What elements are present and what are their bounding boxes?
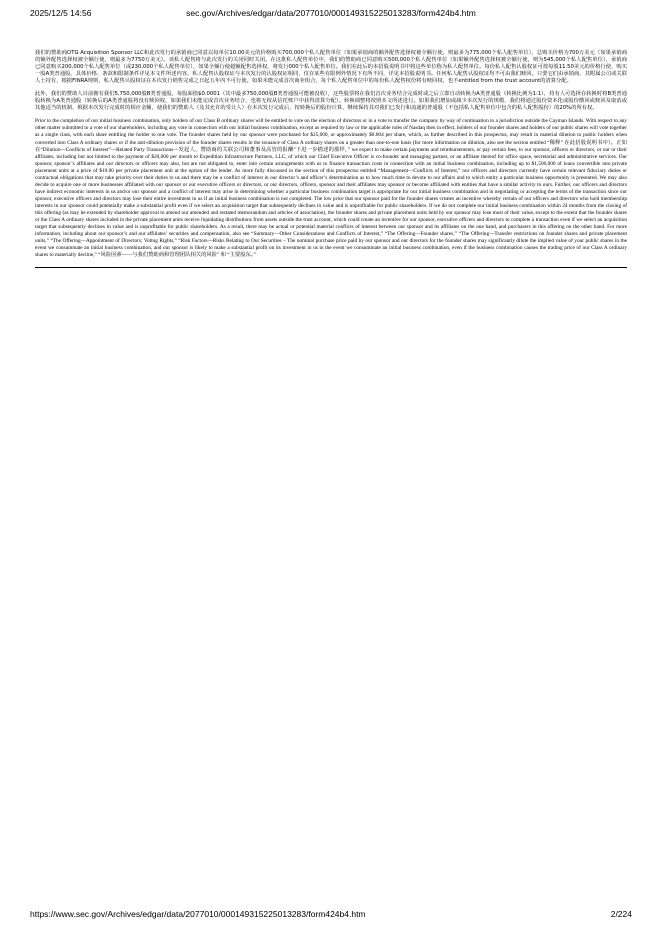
print-footer-url-link[interactable]: https://www.sec.gov/Archives/edgar/data/2077010/000149315225013283/form424b4.htm [30, 909, 366, 919]
horizontal-rule [35, 267, 627, 268]
paragraph-founder-shares-cn: 此外，我们的赞助人目前拥有我们5,750,000股B类普通股，每股面值$0.0001（其中最多750,000股B类普通股可能被没收），这些股票将在我们首次业务结合完成时或之后立即自动转换为A类普通股（转换比例为1:1），持有人可选择在转换时将B类普通股转换为A类普通股（转换后的A类普通股将没有赎回权，如果我们未能完成首次业务结合，也将无权从信托账户中获得清算分配）。转换调整将按照本文所述进行。如果我们增加或减少本次发行的规模，我们将通过股份资本化或股份缴回或赎回及取消或其他适当的机制，根据本次发行完成时的相应金额，使我们的赞助人（及其允许的受让人）在本次发行完成后，按转换后的股份计算，继续保持其对我们已发行和流通的普通股（不包括私人配售单位中包含的私人配售股份）的20%的所有权。 [35, 91, 627, 112]
print-timestamp: 2025/12/5 14:56 [30, 8, 92, 18]
paragraph-voting-conflicts: Prior to the completion of our initial business combination, only holders of our Class B ordinary shares will be entitled to vote on the election of directors or in a vote to transfer the company by way of continuation to a jurisdiction outside the Cayman Islands. With respect to any other matter submitted to a vote of our shareholders, including any vote in connection with our initial business combination, except as required by law or the applicable rules of Nasdaq then in effect, holders of our founder shares and holders of our public shares will vote together as a single class, with each share entitling the holder to one vote. The founder shares held by our sponsor were purchased for $25,000, or approximately $0.004 per share, which, as further described in this prospectus, may result in material dilution to public holders when converted into Class A ordinary shares or if the anti-dilution provision of the founder shares results in the issuance of Class A ordinary shares on a greater than one-to-one basis (for more information on dilution, also see the section entitled “稀释” 在此招股说明书中）。正如在“Dilution—Conflicts of Interest”—Related Party Transactions—发起人、赞助商的关联公司和董事及高管的报酬”下进一步描述的那样，” we expect to make certain payments and reimbursements, or pay certain fees, to our sponsor, officers or directors, or our or their affiliates, including but not limited to the payment of $20,000 per month to Expedition Infrastructure Partners, LLC, of which our Chief Executive Officer is co-founder and managing partner, or an affiliate thereof for office space, secretarial and administrative services. Our sponsor, sponsor’s affiliates and our directors or officers may also, but are not obligated to, enter into certain arrangements with us to finance transaction costs in connection with an initial business combination, including up to $1,500,000 of loans convertible into private placement units at a price of $10.00 per private placement unit at the option of the lender. As more fully discussed in the section of this prospectus entitled “Management—Conflicts of Interest,” our officers and directors currently have certain relevant fiduciary duties or contractual obligations that may take priority over their duties to us and there may be a conflict of interest in our director’s and officer’s determination as to how much time to devote to our affairs and to which entity a particular business opportunity is presented. We may also decide to acquire one or more businesses affiliated with our sponsor or our executive officers or directors, or our directors, officers, sponsor and their affiliates may sponsor or become affiliated with entities that have a similar activity to ours. Further, our officers and directors have indirect economic interests in us and/or our sponsor and a conflict of interest may arise in determining whether a particular business combination target is appropriate for our initial business combination and in negotiating or accepting the terms of the transaction since our sponsor, executive officers and directors may lose their entire investment in us if an initial business combination is not completed. The low price that our sponsor paid for the founder shares creates an incentive whereby certain of our officers and directors who hold membership interests in our sponsor could potentially make a substantial profit even if we select an acquisition target that subsequently declines in value and is unprofitable for public shareholders. If we do not complete our initial business combination within 24 months from the closing of this offering (as may be extended by shareholder approval to amend our amended and restated memorandum and articles of association), the founder shares and private placement units held by our sponsor may lose most of their value, except to the extent that the founder shares or the Class A ordinary shares included in the private placement units receive liquidating distributions from assets outside the trust account, which could create an incentive for our sponsor, executive officers and directors to complete a transaction even if we select an acquisition target that subsequently declines in value and is unprofitable for public shareholders. As a result, there may be actual or potential material conflicts of interest between our sponsor and its affiliates on the one hand, and purchasers in this offering on the other hand. For more information, including about our sponsor’s and our affiliates’ securities and compensation, also see “Summary—Other Considerations and Conflicts of Interest,” “The Offering—Founder shares,” “The Offering—Transfer restrictions on founder shares and private placement units,” “The Offering—Appointment of Directors; Voting Rights,” “Risk Factors—Risks Relating to Our Securities – The nominal purchase price paid by our sponsor and our directors for the founder shares may significantly dilute the implied value of your public shares in the event we consummate an initial business combination, and our sponsor is likely to make a substantial profit on its investment in us in the event we consummate an initial business combination, even if the business combination causes the trading price of our Class A ordinary shares to materially decline,” “风险因素——与我们赞助商和管理团队相关的风险” 和 “主要股东。” [35, 118, 627, 259]
page-number: 2/224 [610, 909, 632, 919]
document-body [35, 50, 627, 268]
paragraph-private-placement-cn: 我们的赞助商OTG Acquisition Sponsor LLC和此次发行的承销商已同意以每单位10.00美元的价格购买700,000个私人配售单位（如果承销商的额外配售选择权被全额行使，则最多为775,000个私人配售单位），总购买价格为700万美元（如果承销商的额外配售选择权被全额行使，则最多为7750万美元）。该私人配售将与此次发行的关闭同时关闭。在这批私人配售单位中，我们的赞助商已同意购买500,000个私人配售单位（如果额外配售选择权被全额行使，则为545,000个私人配售单位），承销商已同意购买200,000个私人配售单位（或230,000个私人配售单位），如果全额行使超额配售选择权，将发行000个私人配售单位。我们在此后的本招股说明书中将这些单位称为私人配售单位。每份私人配售认股权证可按每股11.50美元的价格行使，购买一股A类普通股，具体价格、条款和限制条件详见本文件所述内容。私人配售认股权证与本次发行的认股权证相同，仅在某些有限例外情况下有所不同，详见本招股说明书。任何私人配售认股权证均不可由我们赎回。只要它们由承销商、其附属公司或关联人士持有，根据FINRA规则，私人配售认股权证在本次发行销售完成之日起五年内不可行使。如果未能完成首次商业组合，每个私人配售单位中的每份私人配售权份将有赎回权，也不entitled from the trust account的清算分配。 [35, 50, 627, 85]
browser-print-header [30, 6, 632, 20]
browser-print-footer [30, 907, 632, 921]
print-header-url: sec.gov/Archives/edgar/data/2077010/000149315225013283/form424b4.htm [186, 8, 476, 18]
